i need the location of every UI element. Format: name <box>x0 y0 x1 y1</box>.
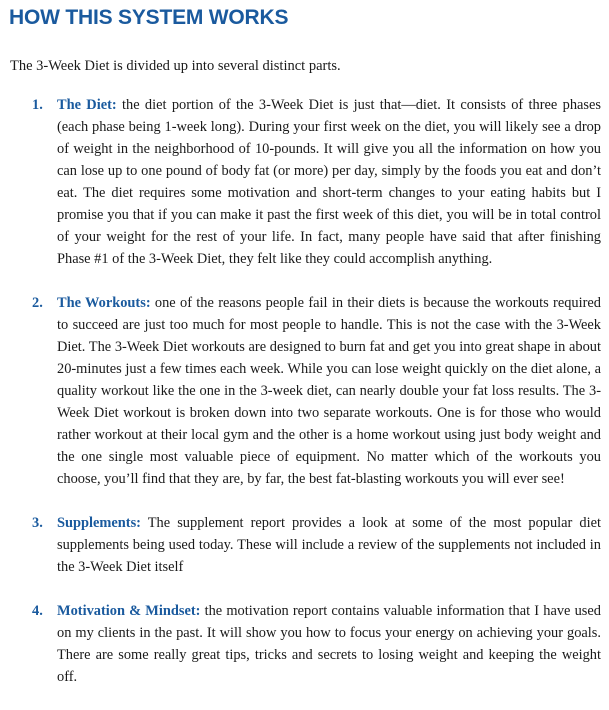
item-text: the motivation report contains valuable information that I have used on my clients in the past. It will show you how to focus your energy on achieving your goals. There are some really great tips, tricks and secrets to losing weight and keeping the weight off. <box>57 603 601 685</box>
item-number: 2. <box>32 295 43 311</box>
item-text: the diet portion of the 3-Week Diet is just that—diet. It consists of three phases (each phase being 1-week long). During your first week on the diet, you will likely see a drop of weight in the neighborhood of 10-pounds. It will give you all the information on how you can lose up to one pound of body fat (or more) per day, simply by the foods you eat and don’t eat. The diet requires some motivation and short-term changes to your eating habits but I promise you that if you can make it past the first week of this diet, you will be in total control of your weight for the rest of your life. In fact, many people have said that after finishing Phase #1 of the 3-Week Diet, they felt like they could accomplish anything. <box>57 97 601 267</box>
item-number: 3. <box>32 515 43 531</box>
item-number: 4. <box>32 603 43 619</box>
list-item-supplements <box>0 512 609 578</box>
item-number: 1. <box>32 97 43 113</box>
list-item-diet <box>0 94 609 270</box>
item-term: Supplements: <box>57 515 141 531</box>
item-term: The Workouts: <box>57 295 151 311</box>
page-title: HOW THIS SYSTEM WORKS <box>9 6 289 29</box>
list-item-motivation <box>0 600 609 688</box>
item-term: Motivation & Mindset: <box>57 603 201 619</box>
item-text: one of the reasons people fail in their diets is because the workouts required to succeed are just too much for most people to handle. This is not the case with the 3-Week Diet. The 3-Week Diet workouts are designed to burn fat and get you into great shape in about 20-minutes just a few times each week. While you can lose weight quickly on the diet alone, a quality workout like the one in the 3-week diet, can nearly double your fat loss results. The 3-Week Diet workout is broken down into two separate workouts. One is for those who would rather workout at their local gym and the other is a home workout using just body weight and the one single most valuable piece of equipment. No matter which of the workouts you choose, you’ll find that they are, by far, the best fat-blasting workouts you will ever see! <box>57 295 601 487</box>
intro-paragraph: The 3-Week Diet is divided up into several distinct parts. <box>10 58 341 74</box>
parts-list <box>0 94 609 710</box>
item-text: The supplement report provides a look at some of the most popular diet supplements being used today. These will include a review of the supplements not included in the 3-Week Diet itself <box>57 515 601 575</box>
list-item-workouts <box>0 292 609 490</box>
item-term: The Diet: <box>57 97 117 113</box>
